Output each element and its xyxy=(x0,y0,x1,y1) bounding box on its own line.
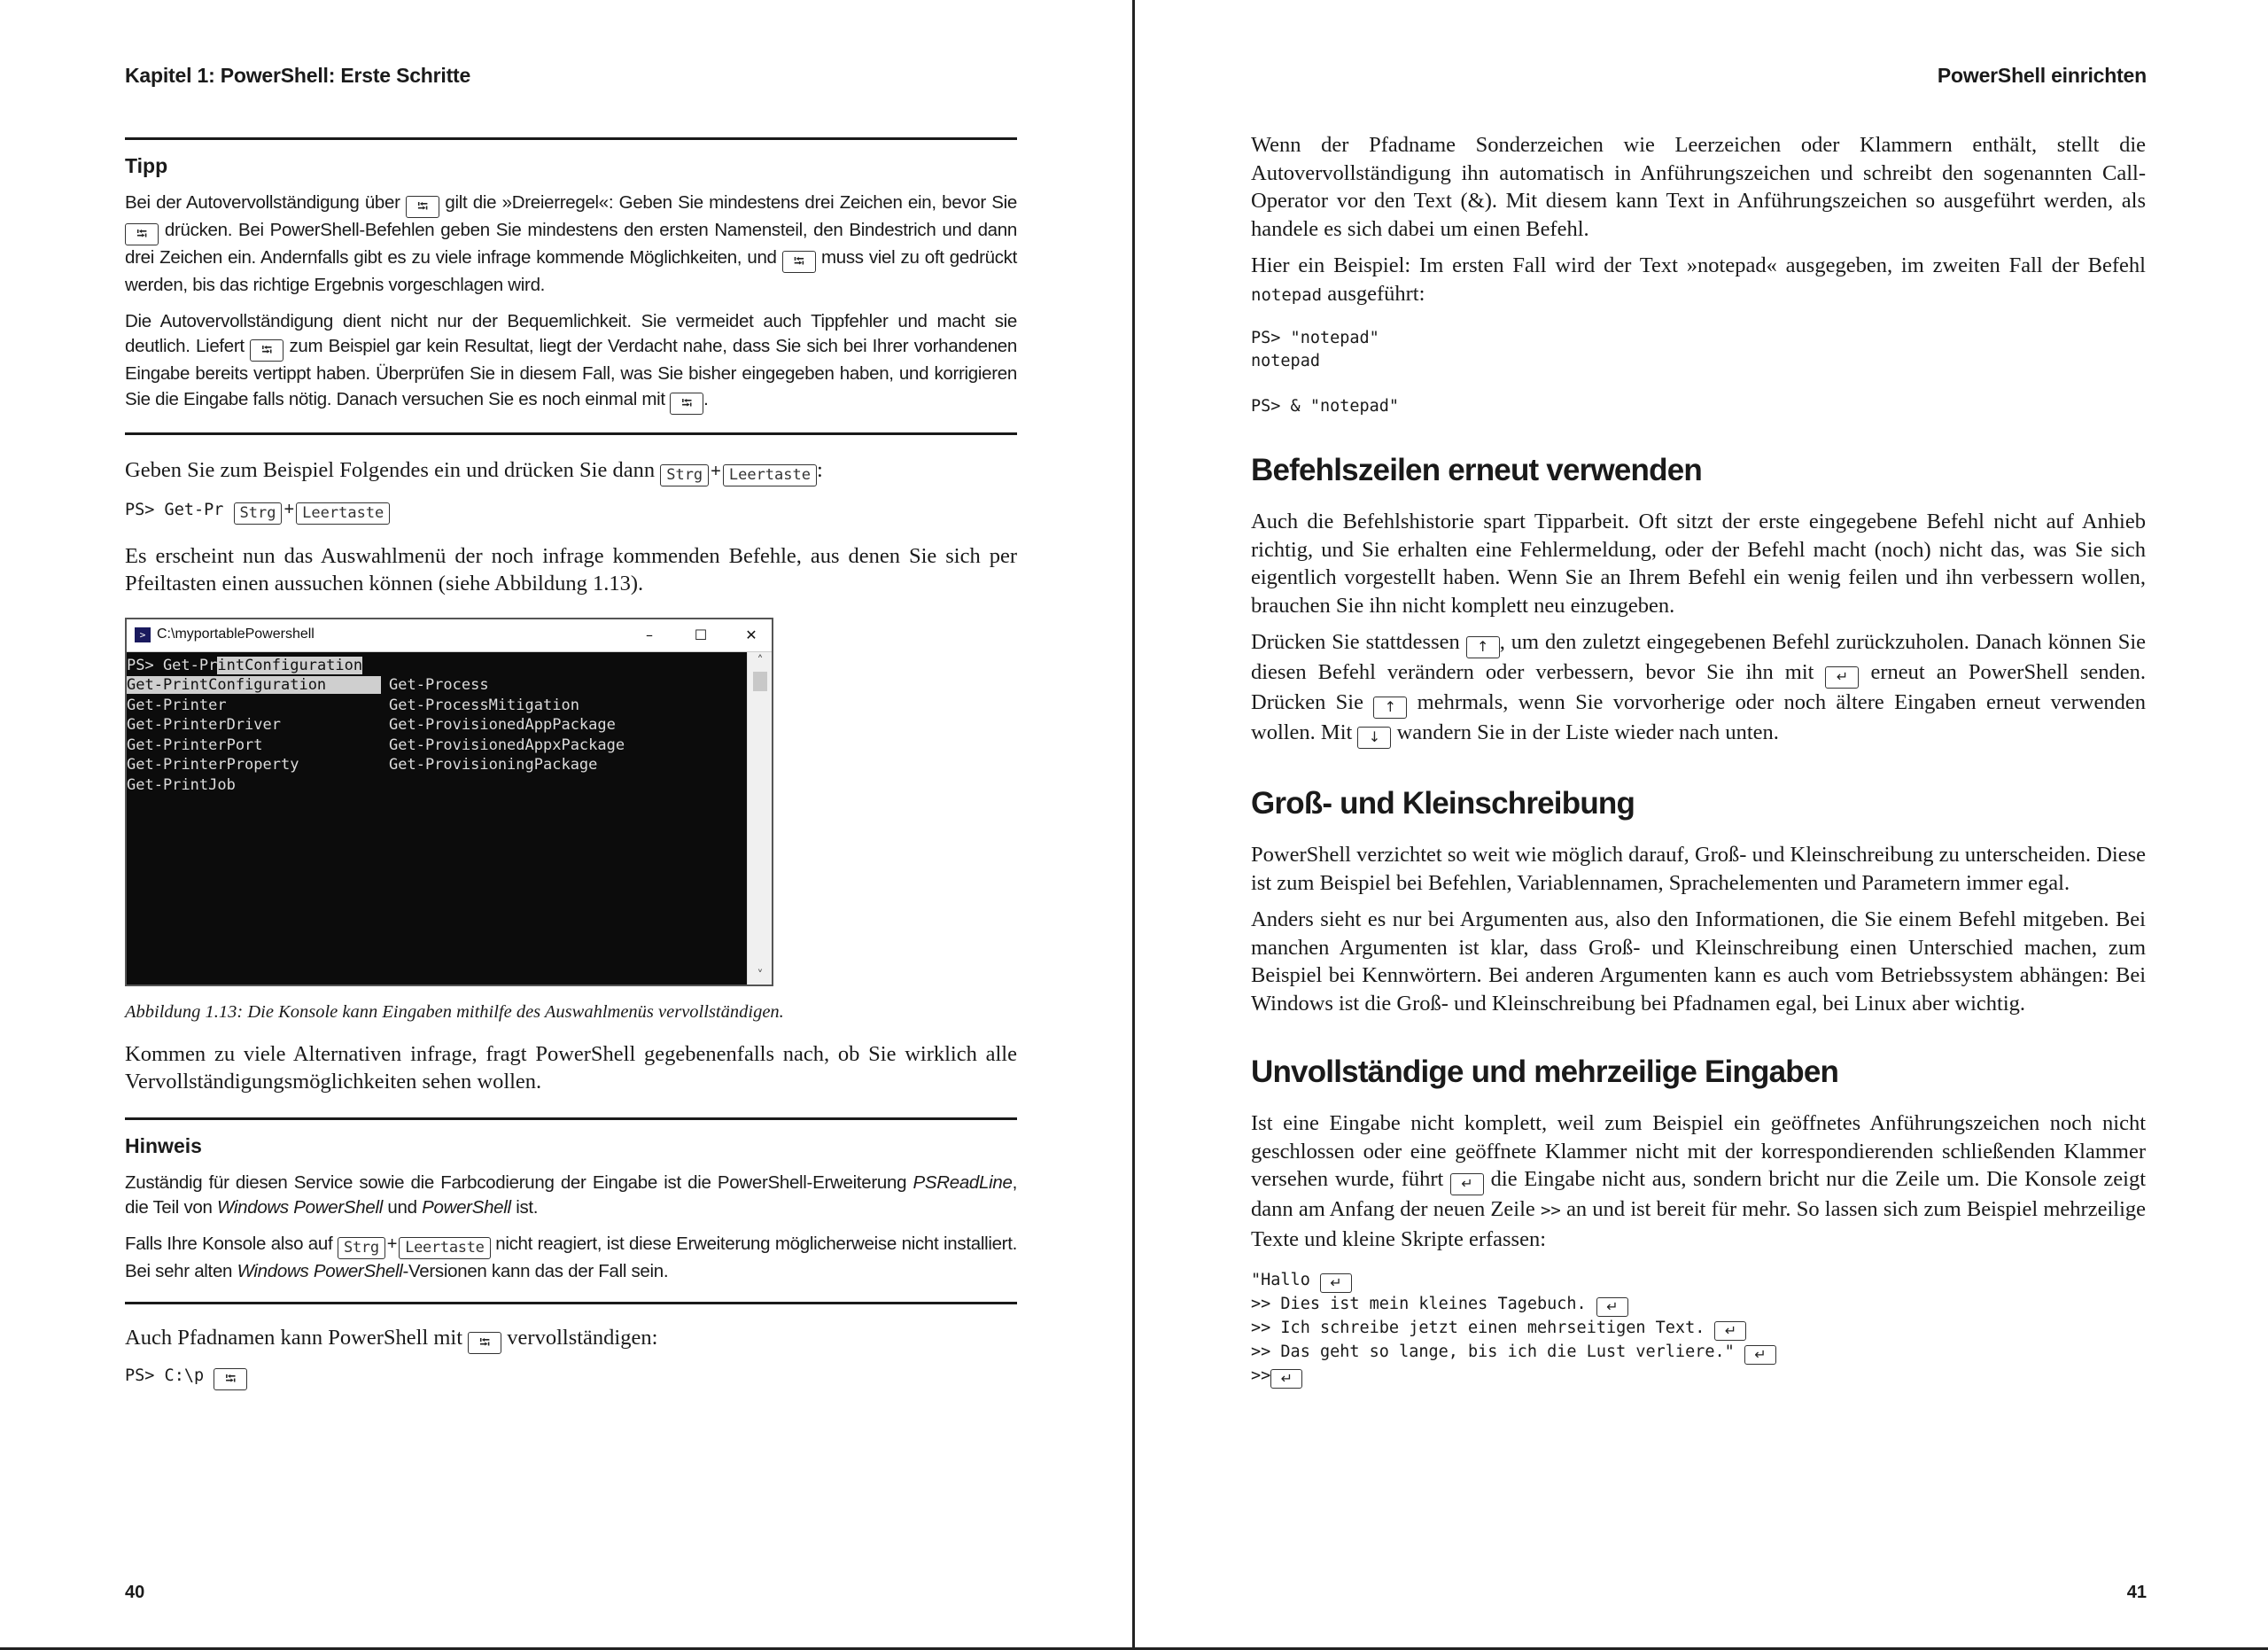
right-page xyxy=(1135,0,2268,1650)
console-prompt-line: PS> Get-PrintConfiguration xyxy=(127,656,363,674)
strg-key: Strg xyxy=(660,464,709,486)
completion-option[interactable]: Get-ProvisioningPackage xyxy=(389,756,598,774)
strg-key: Strg xyxy=(234,502,283,525)
case-paragraph-1: PowerShell verzichtet so weit wie möglich darauf, Groß- und Kleinschreibung zu unterscheiden. Diese ist zum Beispiel bei Befehlen, Variablennamen, Sprachelementen und Parametern immer egal. xyxy=(1251,843,2146,895)
right-column xyxy=(1251,131,2146,1405)
space-key: Leertaste xyxy=(399,1237,490,1259)
scroll-thumb[interactable] xyxy=(753,672,767,691)
tip-box xyxy=(125,137,1017,415)
tip-paragraph-1: Bei der Autovervollständigung über ⭾ gilt die »Dreierregel«: Geben Sie mindestens drei Zeichen ein, bevor Sie ⭾ drücken. Bei PowerShell-Befehlen geben Sie mindestens den ersten Namensteil, den Bindestrich und dann drei Zeichen ein. Andernfalls gibt es zu viele infrage kommende Möglichkeiten, und ⭾ muss viel zu oft gedrückt werden, bis das richtige Ergebnis vorgeschlagen wird. xyxy=(125,192,1018,295)
console-window xyxy=(125,618,773,986)
tab-key-icon: ⭾ xyxy=(468,1332,501,1354)
up-key-paragraph: Drücken Sie stattdessen ↑ , um den zuletzt eingegebenen Befehl zurückzuholen. Danach können Sie diesen Befehl verändern oder verbessern, bevor Sie ihn mit ↵ erneut an PowerShell senden. Drücken Sie ↑ mehrmals, wenn Sie vorvorherige oder noch ältere Eingaben erneut verwenden wollen. Mit ↓ wandern Sie in der Liste wieder nach unten. xyxy=(1251,628,2146,749)
special-chars-paragraph: Wenn der Pfadname Sonderzeichen wie Leerzeichen oder Klammern enthält, stellt die Autovervollständigung ihn automatisch in Anführungszeichen und schreibt den sogenannten Call-Operator vor den Text (&). Mit diesem kann Text in Anführungszeichen so ausgeführt werden, als handele es sich dabei um einen Befehl. xyxy=(1251,133,2146,241)
space-key: Leertaste xyxy=(723,464,817,486)
multiline-paragraph: Ist eine Eingabe nicht komplett, weil zum Beispiel ein geöffnetes Anführungszeichen noch nicht geschlossen oder eine geöffnete Klammer nicht mit der korrespondierenden schließenden Klammer versehen wurde, führt ↵ die Eingabe nicht aus, sondern bricht nur die Zeile um. Die Konsole zeigt dann am Anfang der neuen Zeile >> an und ist bereit für mehr. So lassen sich zum Beispiel mehrzeilige Texte und kleine Skripte erfassen: xyxy=(1251,1111,2147,1251)
completion-option[interactable]: Get-PrinterProperty xyxy=(127,756,299,774)
tab-key-icon: ⭾ xyxy=(670,393,703,415)
scroll-down-icon[interactable]: ˅ xyxy=(757,968,764,983)
console-completion-row[interactable] xyxy=(127,715,747,735)
note-box-end-rule xyxy=(125,1302,1017,1304)
enter-key-icon: ↵ xyxy=(1320,1273,1352,1293)
console-completion-row[interactable] xyxy=(127,675,747,696)
running-head-left: Kapitel 1: PowerShell: Erste Schritte xyxy=(125,64,471,87)
running-head-right: PowerShell einrichten xyxy=(1937,64,2147,87)
enter-key-icon: ↵ xyxy=(1450,1173,1484,1195)
console-scrollbar[interactable] xyxy=(747,652,772,985)
code-line: "Hallo ↵ xyxy=(1251,1269,2146,1293)
tip-paragraph-2: Die Autovervollständigung dient nicht nur der Bequemlichkeit. Sie vermeidet auch Tippfehler und macht sie deutlich. Liefert ⭾ zum Beispiel gar kein Resultat, liegt der Verdacht nahe, dass Sie sich bei Ihrer vorhandenen Eingabe bereits vertippt haben. Überprüfen Sie in diesem Fall, was Sie bisher eingegeben haben, und korrigieren Sie die Eingabe falls nötig. Danach versuchen Sie es noch einmal mit ⭾ . xyxy=(125,309,1017,415)
tab-key-icon: ⭾ xyxy=(125,223,159,245)
maximize-button[interactable]: ☐ xyxy=(694,626,708,643)
arrow-up-key-icon: ↑ xyxy=(1466,636,1500,658)
tip-title: Tipp xyxy=(125,154,168,177)
example-paragraph: Geben Sie zum Beispiel Folgendes ein und drücken Sie dann Strg + Leertaste : xyxy=(125,456,1017,486)
left-page xyxy=(0,0,1133,1650)
notepad-example-paragraph: Hier ein Beispiel: Im ersten Fall wird der Text »notepad« ausgegeben, im zweiten Fall der Befehl notepad ausgeführt: xyxy=(1251,253,2146,306)
close-button[interactable]: ✕ xyxy=(745,626,757,643)
code-line: >> Ich schreibe jetzt einen mehrseitigen Text. ↵ xyxy=(1251,1317,2146,1341)
case-paragraph-2: Anders sieht es nur bei Argumenten aus, also den Informationen, die Sie einem Befehl mitgeben. Bei manchen Argumenten ist klar, dass Groß- und Kleinschreibung einen Unterschied machen, zum Beispiel bei Kennwörtern. Bei anderen Argumenten kann es auch vom Betriebssystem abhängen: Bei Windows ist die Groß- und Kleinschreibung bei Pfadnamen egal, bei Linux aber wichtig. xyxy=(1251,907,2146,1016)
enter-key-icon: ↵ xyxy=(1714,1321,1746,1341)
code-line: >> ↵ xyxy=(1251,1365,2146,1389)
scroll-up-icon[interactable]: ˄ xyxy=(757,653,764,668)
powershell-app-icon: > xyxy=(135,627,151,642)
history-paragraph: Auch die Befehlshistorie spart Tipparbeit. Oft sitzt der erste eingegebene Befehl nicht auf Anhieb richtig, und Sie erhalten eine Fehlermeldung, oder der Befehl macht (noch) nicht das, was Sie sich eigentlich vorgestellt haben. Wenn Sie an Ihrem Befehl ein wenig feilen und ihn verbessern wollen, brauchen Sie ihn nicht komplett neu einzugeben. xyxy=(1251,510,2146,618)
code-multiline xyxy=(1251,1269,2146,1389)
tab-key-icon: ⭾ xyxy=(250,339,284,362)
completion-option[interactable]: Get-ProvisionedAppxPackage xyxy=(389,735,625,754)
code-path: PS> C:\p ⭾ xyxy=(125,1365,1017,1390)
strg-key: Strg xyxy=(338,1237,385,1259)
code-notepad: PS> "notepad" notepad PS> & "notepad" xyxy=(1251,329,1400,416)
note-title: Hinweis xyxy=(125,1133,202,1157)
heading-history: Befehlszeilen erneut verwenden xyxy=(1251,453,1702,487)
enter-key-icon: ↵ xyxy=(1270,1369,1302,1389)
enter-key-icon: ↵ xyxy=(1596,1297,1628,1317)
completion-option[interactable]: Get-PrinterPort xyxy=(127,735,263,754)
completion-option[interactable]: Get-Printer xyxy=(127,696,227,714)
console-completion-row[interactable] xyxy=(127,735,747,756)
note-paragraph-2: Falls Ihre Konsole also auf Strg + Leertaste nicht reagiert, ist diese Erweiterung möglicherweise nicht installiert. Bei sehr alten Windows PowerShell-Versionen kann das der Fall sein. xyxy=(125,1233,1017,1281)
console-completion-row[interactable] xyxy=(127,775,747,796)
completion-option[interactable]: Get-PrintJob xyxy=(127,775,236,794)
tab-key-icon: ⭾ xyxy=(406,196,439,218)
enter-key-icon: ↵ xyxy=(1744,1345,1776,1365)
completion-option[interactable]: Get-Process xyxy=(389,676,489,694)
tip-box-end-rule xyxy=(125,432,1017,435)
left-column xyxy=(125,137,1017,1406)
heading-multiline: Unvollständige und mehrzeilige Eingaben xyxy=(1251,1055,1839,1089)
console-completion-row[interactable] xyxy=(127,696,747,716)
arrow-down-key-icon: ↓ xyxy=(1357,727,1391,749)
menu-paragraph: Es erscheint nun das Auswahlmenü der noch infrage kommenden Befehle, aus denen Sie sich per Pfeiltasten einen aussuchen können (siehe Abbildung 1.13). xyxy=(125,543,1017,595)
heading-case: Groß- und Kleinschreibung xyxy=(1251,786,1635,821)
completion-option[interactable]: Get-PrintConfiguration xyxy=(127,676,381,694)
tab-key-icon: ⭾ xyxy=(214,1368,247,1390)
console-title: C:\myportablePowershell xyxy=(157,626,315,642)
tab-key-icon: ⭾ xyxy=(782,251,816,273)
code-get-pr: PS> Get-Pr Strg + Leertaste xyxy=(125,499,1017,525)
console-completion-row[interactable] xyxy=(127,755,747,775)
enter-key-icon: ↵ xyxy=(1825,666,1859,689)
completion-option[interactable]: Get-PrinterDriver xyxy=(127,716,281,734)
console-output xyxy=(127,652,747,985)
paths-paragraph: Auch Pfadnamen kann PowerShell mit ⭾ vervollständigen: xyxy=(125,1324,1017,1354)
completion-option[interactable]: Get-ProvisionedAppPackage xyxy=(389,716,616,734)
space-key: Leertaste xyxy=(296,502,390,525)
figure-caption: Abbildung 1.13: Die Konsole kann Eingaben mithilfe des Auswahlmenüs vervollständigen. xyxy=(125,1001,784,1022)
page-number-right: 41 xyxy=(2126,1583,2147,1602)
note-paragraph-1: Zuständig für diesen Service sowie die Farbcodierung der Eingabe ist die PowerShell-Erweiterung PSReadLine, die Teil von Windows PowerShell und PowerShell ist. xyxy=(125,1171,1017,1218)
note-box xyxy=(125,1117,1017,1285)
completion-option[interactable]: Get-ProcessMitigation xyxy=(389,696,579,714)
console-titlebar xyxy=(127,619,772,652)
code-line: >> Dies ist mein kleines Tagebuch. ↵ xyxy=(1251,1293,2146,1317)
page-number-left: 40 xyxy=(125,1583,145,1602)
arrow-up-key-icon: ↑ xyxy=(1373,697,1407,719)
alternatives-paragraph: Kommen zu viele Alternativen infrage, fragt PowerShell gegebenenfalls nach, ob Sie wirklich alle Vervollständigungsmöglichkeiten sehen wollen. xyxy=(125,1041,1017,1094)
code-line: >> Das geht so lange, bis ich die Lust verliere." ↵ xyxy=(1251,1341,2146,1365)
minimize-button[interactable]: – xyxy=(646,626,653,643)
